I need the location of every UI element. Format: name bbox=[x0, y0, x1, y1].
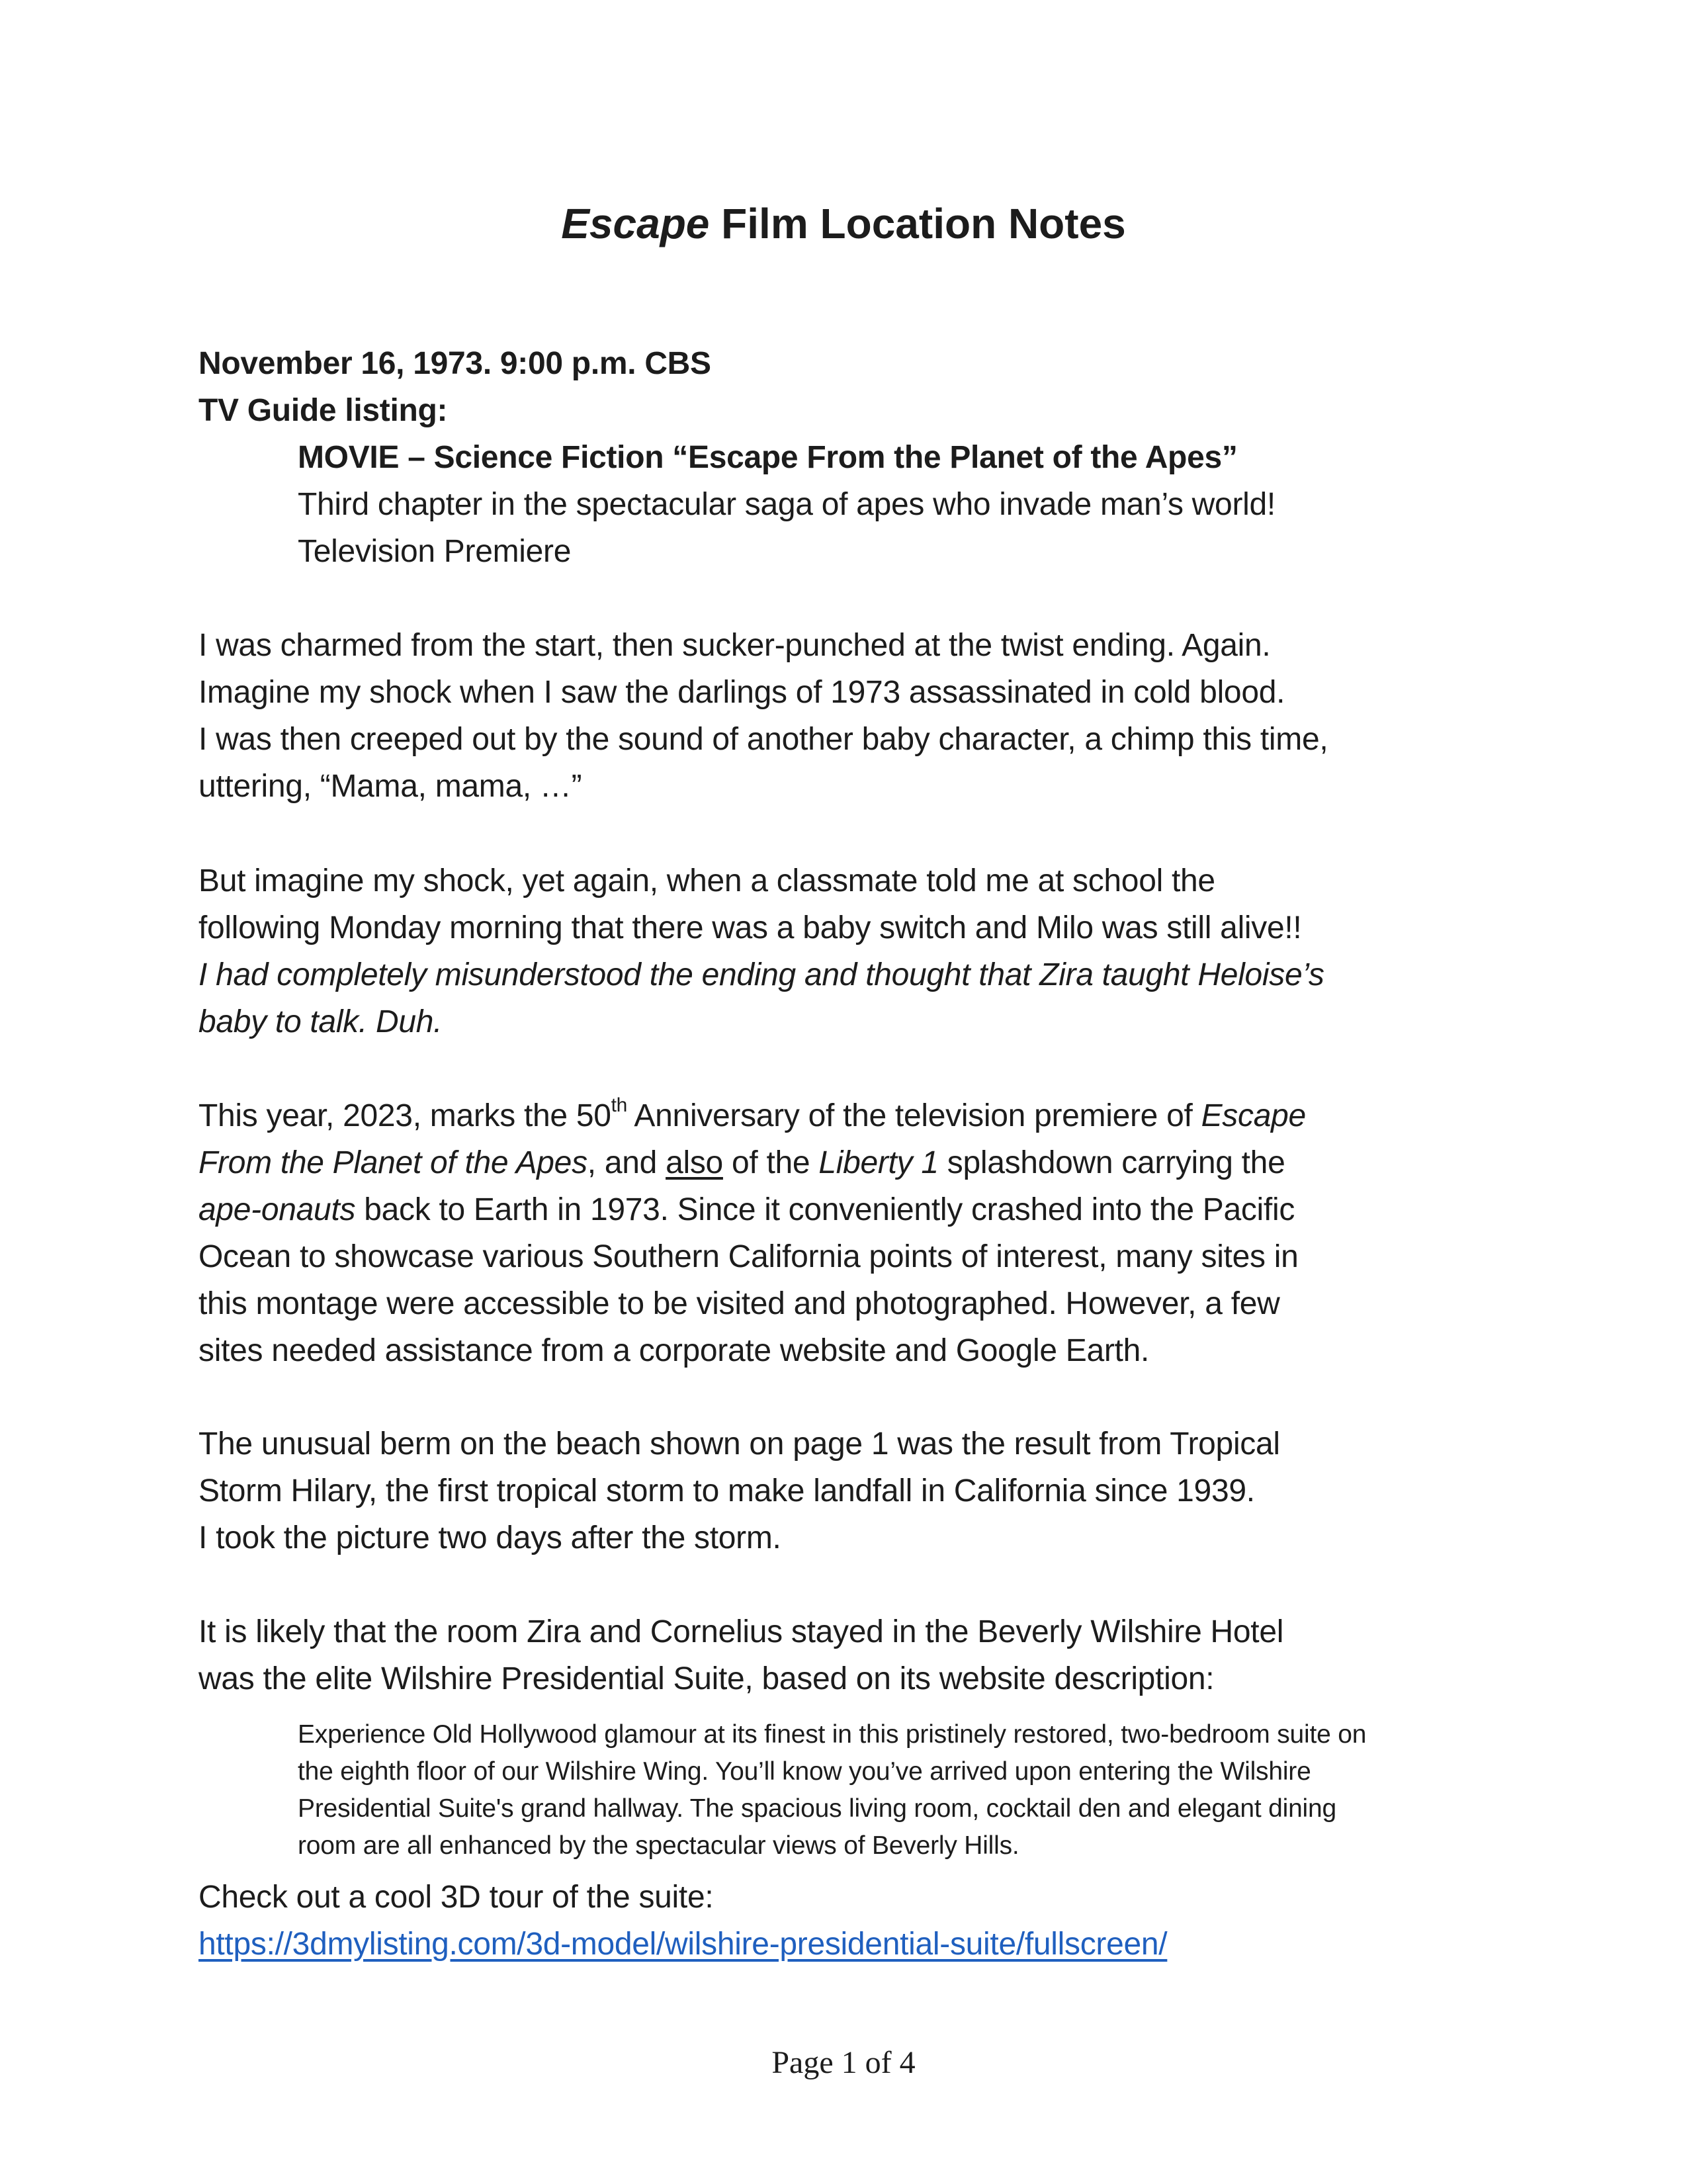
paragraph-line: uttering, “Mama, mama, …” bbox=[198, 769, 582, 804]
paragraph-line: this montage were accessible to be visited and photographed. However, a few bbox=[198, 1286, 1280, 1321]
paragraph-5 bbox=[198, 1608, 1283, 1702]
paragraph-line: Ocean to showcase various Southern California points of interest, many sites in bbox=[198, 1239, 1299, 1274]
title-rest: Film Location Notes bbox=[721, 200, 1126, 247]
paragraph-line bbox=[198, 1092, 1306, 1139]
tv-guide-listing bbox=[298, 434, 1276, 575]
movie-line: MOVIE – Science Fiction “Escape From the Planet of the Apes” bbox=[298, 440, 1238, 475]
paragraph-4 bbox=[198, 1420, 1280, 1561]
text-run: back to Earth in 1973. Since it conveniently crashed into the Pacific bbox=[355, 1192, 1295, 1227]
quote-line: room are all enhanced by the spectacular views of Beverly Hills. bbox=[298, 1831, 1019, 1860]
text-run: , and bbox=[587, 1145, 666, 1180]
paragraph-line: It is likely that the room Zira and Cornelius stayed in the Beverly Wilshire Hotel bbox=[198, 1614, 1284, 1649]
paragraph-line: The unusual berm on the beach shown on page 1 was the result from Tropical bbox=[198, 1426, 1280, 1462]
quote-line: Presidential Suite's grand hallway. The spacious living room, cocktail den and elegant dining bbox=[298, 1794, 1337, 1823]
page-title bbox=[0, 197, 1687, 250]
paragraph-line: sites needed assistance from a corporate website and Google Earth. bbox=[198, 1333, 1150, 1368]
underlined-run: also bbox=[666, 1145, 723, 1180]
paragraph-line: Imagine my shock when I saw the darlings of 1973 assassinated in cold blood. bbox=[198, 675, 1285, 710]
paragraph-line: Storm Hilary, the first tropical storm to make landfall in California since 1939. bbox=[198, 1473, 1255, 1508]
page-number: Page 1 of 4 bbox=[771, 2045, 916, 2080]
paragraph-line: was the elite Wilshire Presidential Suite, based on its website description: bbox=[198, 1661, 1215, 1696]
premiere-line: Television Premiere bbox=[298, 534, 572, 569]
title-italic-word: Escape bbox=[561, 200, 710, 247]
tv-guide-header bbox=[198, 340, 711, 434]
italic-run: Escape bbox=[1201, 1098, 1306, 1133]
paragraph-line: But imagine my shock, yet again, when a classmate told me at school the bbox=[198, 863, 1215, 898]
quote-line: Experience Old Hollywood glamour at its finest in this pristinely restored, two-bedroom suite on bbox=[298, 1720, 1367, 1749]
paragraph-line bbox=[198, 1139, 1306, 1186]
paragraph-line bbox=[198, 1186, 1306, 1233]
tour-line bbox=[198, 1921, 1167, 1968]
broadcast-date-line: November 16, 1973. 9:00 p.m. CBS bbox=[198, 346, 711, 381]
paragraph-1 bbox=[198, 622, 1328, 810]
text-run: of the bbox=[722, 1145, 819, 1180]
tour-label: Check out a cool 3D tour of the suite: bbox=[198, 1880, 714, 1915]
italic-run: From the Planet of the Apes bbox=[198, 1145, 587, 1180]
paragraph-line: following Monday morning that there was a baby switch and Milo was still alive!! bbox=[198, 910, 1302, 945]
superscript-th: th bbox=[611, 1094, 628, 1116]
paragraph-italic-line: baby to talk. Duh. bbox=[198, 1004, 443, 1039]
tour-section bbox=[198, 1874, 1167, 1968]
paragraph-3 bbox=[198, 1092, 1306, 1374]
text-run: This year, 2023, marks the 50 bbox=[198, 1098, 611, 1133]
paragraph-line: I was charmed from the start, then sucker-punched at the twist ending. Again. bbox=[198, 628, 1271, 663]
website-quote bbox=[298, 1716, 1366, 1864]
italic-run: Liberty 1 bbox=[818, 1145, 939, 1180]
text-run: Anniversary of the television premiere of bbox=[627, 1098, 1201, 1133]
tv-guide-label: TV Guide listing: bbox=[198, 393, 448, 428]
paragraph-line: I took the picture two days after the storm. bbox=[198, 1520, 781, 1555]
text-run: splashdown carrying the bbox=[938, 1145, 1285, 1180]
tour-link[interactable]: https://3dmylisting.com/3d-model/wilshire-presidential-suite/fullscreen/ bbox=[198, 1927, 1168, 1962]
paragraph-italic-line: I had completely misunderstood the ending and thought that Zira taught Heloise’s bbox=[198, 957, 1324, 992]
paragraph-line: I was then creeped out by the sound of another baby character, a chimp this time, bbox=[198, 722, 1328, 757]
paragraph-2 bbox=[198, 857, 1324, 1045]
italic-run: ape-onauts bbox=[198, 1192, 356, 1227]
quote-line: the eighth floor of our Wilshire Wing. You’ll know you’ve arrived upon entering the Wilshire bbox=[298, 1757, 1311, 1786]
movie-description-line: Third chapter in the spectacular saga of apes who invade man’s world! bbox=[298, 487, 1276, 522]
